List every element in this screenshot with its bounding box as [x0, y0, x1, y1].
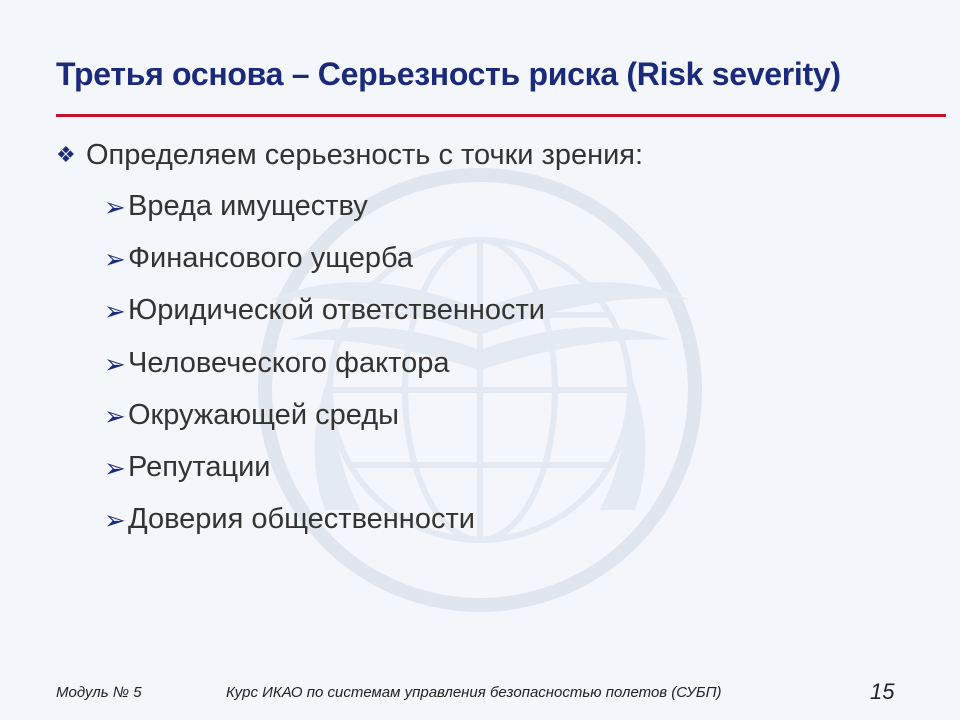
list-item [104, 347, 545, 399]
page-number: 15 [870, 679, 895, 704]
list-item-text: Репутации [128, 450, 271, 483]
list-item-text: Финансового ущерба [128, 242, 414, 275]
arrow-bullet-icon: ➢ [104, 296, 126, 327]
footer-course: Курс ИКАО по системам управления безопасностью полетов (СУБП) [226, 684, 722, 701]
list-item [104, 242, 545, 294]
sub-bullet-list [104, 190, 545, 555]
arrow-bullet-icon: ➢ [104, 505, 126, 536]
footer-module: Модуль № 5 [56, 684, 142, 701]
list-item-text: Окружающей среды [128, 398, 399, 431]
main-bullet [56, 139, 643, 172]
arrow-bullet-icon: ➢ [104, 192, 126, 222]
title-divider [56, 114, 946, 117]
arrow-bullet-icon: ➢ [104, 452, 126, 483]
list-item-text: Юридической ответственности [128, 294, 545, 327]
arrow-bullet-icon: ➢ [104, 348, 126, 379]
list-item-text: Доверия общественности [128, 503, 475, 536]
arrow-bullet-icon: ➢ [104, 400, 126, 431]
list-item [104, 503, 545, 555]
diamond-bullet-icon: ❖ [56, 142, 76, 167]
slide-title: Третья основа – Серьезность риска (Risk severity) [56, 56, 841, 92]
list-item [104, 451, 545, 503]
list-item [104, 399, 545, 451]
list-item-text: Человеческого фактора [128, 346, 450, 379]
arrow-bullet-icon: ➢ [104, 244, 126, 275]
main-bullet-text: Определяем серьезность с точки зрения: [86, 139, 644, 171]
list-item [104, 190, 545, 242]
list-item [104, 294, 545, 346]
list-item-text: Вреда имуществу [128, 190, 368, 222]
